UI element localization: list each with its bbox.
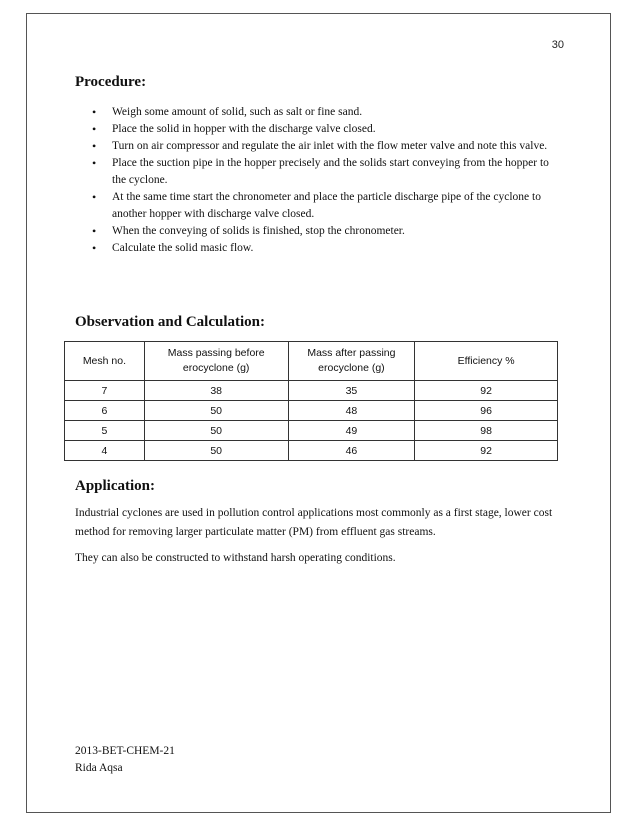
application-paragraph: Industrial cyclones are used in pollution control applications most commonly as a first stage, lower cost method for removing larger particulate matter (PM) from effluent gas streams. [75,507,553,538]
table-cell: 49 [288,421,415,441]
table-cell: 96 [415,401,558,421]
application-paragraph: They can also be constructed to withstand harsh operating conditions. [75,552,396,564]
footer-id: 2013-BET-CHEM-21 [75,745,175,757]
table-cell: 35 [288,381,415,401]
table-cell: 5 [65,421,145,441]
procedure-step: • Place the suction pipe in the hopper precisely and the solids start conveying from the hopper to the cyclone. [75,155,555,189]
table-cell: 50 [144,441,288,461]
procedure-step: • At the same time start the chronometer and place the particle discharge pipe of the cyclone to another hopper with discharge valve closed. [75,189,555,223]
column-header: Efficiency % [415,342,558,381]
table-cell: 7 [65,381,145,401]
table-row [65,401,558,421]
table-cell: 38 [144,381,288,401]
column-header: Mesh no. [65,342,145,381]
column-header: Mass passing before erocyclone (g) [144,342,288,381]
procedure-step: • Turn on air compressor and regulate the air inlet with the flow meter valve and note this valve. [75,138,555,155]
procedure-step: • Place the solid in hopper with the discharge valve closed. [75,121,555,138]
table-header-row [65,342,558,381]
table-cell: 92 [415,441,558,461]
table-cell: 50 [144,401,288,421]
procedure-heading: Procedure: [75,74,147,90]
procedure-step: • Calculate the solid masic flow. [75,240,555,257]
table-row [65,421,558,441]
column-header: Mass after passing erocyclone (g) [288,342,415,381]
table-cell: 46 [288,441,415,461]
page-number: 30 [551,39,564,51]
observation-heading: Observation and Calculation: [75,314,266,330]
table-row [65,381,558,401]
observation-table [64,341,558,461]
procedure-step: • Weigh some amount of solid, such as salt or fine sand. [75,104,555,121]
footer-author: Rida Aqsa [75,762,123,774]
table-cell: 50 [144,421,288,441]
table-cell: 92 [415,381,558,401]
table-row [65,441,558,461]
procedure-step: • When the conveying of solids is finished, stop the chronometer. [75,223,555,240]
table-cell: 4 [65,441,145,461]
table-cell: 6 [65,401,145,421]
table-cell: 98 [415,421,558,441]
application-heading: Application: [75,478,156,494]
procedure-list [75,104,555,257]
table-cell: 48 [288,401,415,421]
